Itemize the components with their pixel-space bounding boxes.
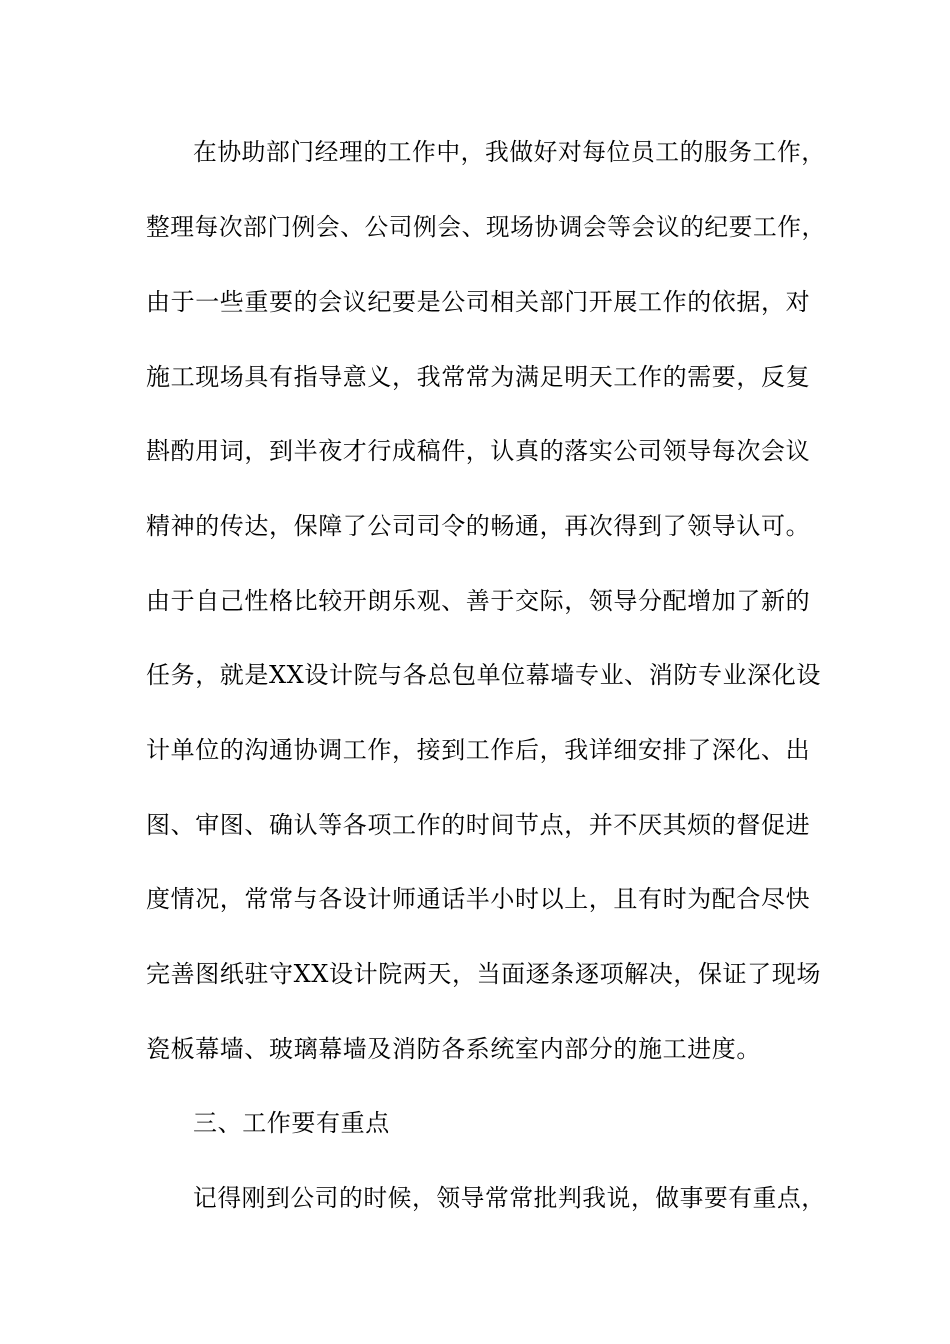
paragraph-line: 记得刚到公司的时候，领导常常批判我说，做事要有重点， xyxy=(193,1184,826,1212)
paragraph-line: 斟酌用词，到半夜才行成稿件，认真的落实公司领导每次会议 xyxy=(146,437,811,465)
section-heading: 三、工作要有重点 xyxy=(193,1109,390,1137)
paragraph-line: 精神的传达，保障了公司司令的畅通，再次得到了领导认可。 xyxy=(146,512,811,540)
paragraph-line: 图、审图、确认等各项工作的时间节点，并不厌其烦的督促进 xyxy=(146,811,811,839)
paragraph-line: 完善图纸驻守XX设计院两天，当面逐条逐项解决，保证了现场 xyxy=(146,960,821,988)
paragraph-line: 在协助部门经理的工作中，我做好对每位员工的服务工作， xyxy=(193,138,826,166)
paragraph-line: 由于一些重要的会议纪要是公司相关部门开展工作的依据，对 xyxy=(146,288,811,316)
paragraph-line: 计单位的沟通协调工作，接到工作后，我详细安排了深化、出 xyxy=(146,736,811,764)
paragraph-line: 任务，就是XX设计院与各总包单位幕墙专业、消防专业深化设 xyxy=(146,661,821,689)
paragraph-line: 瓷板幕墙、玻璃幕墙及消防各系统室内部分的施工进度。 xyxy=(146,1035,761,1063)
paragraph-line: 整理每次部门例会、公司例会、现场协调会等会议的纪要工作， xyxy=(146,213,826,241)
paragraph-line: 由于自己性格比较开朗乐观、善于交际，领导分配增加了新的 xyxy=(146,587,811,615)
paragraph-line: 施工现场具有指导意义，我常常为满足明天工作的需要，反复 xyxy=(146,363,811,391)
paragraph-line: 度情况，常常与各设计师通话半小时以上，且有时为配合尽快 xyxy=(146,885,811,913)
